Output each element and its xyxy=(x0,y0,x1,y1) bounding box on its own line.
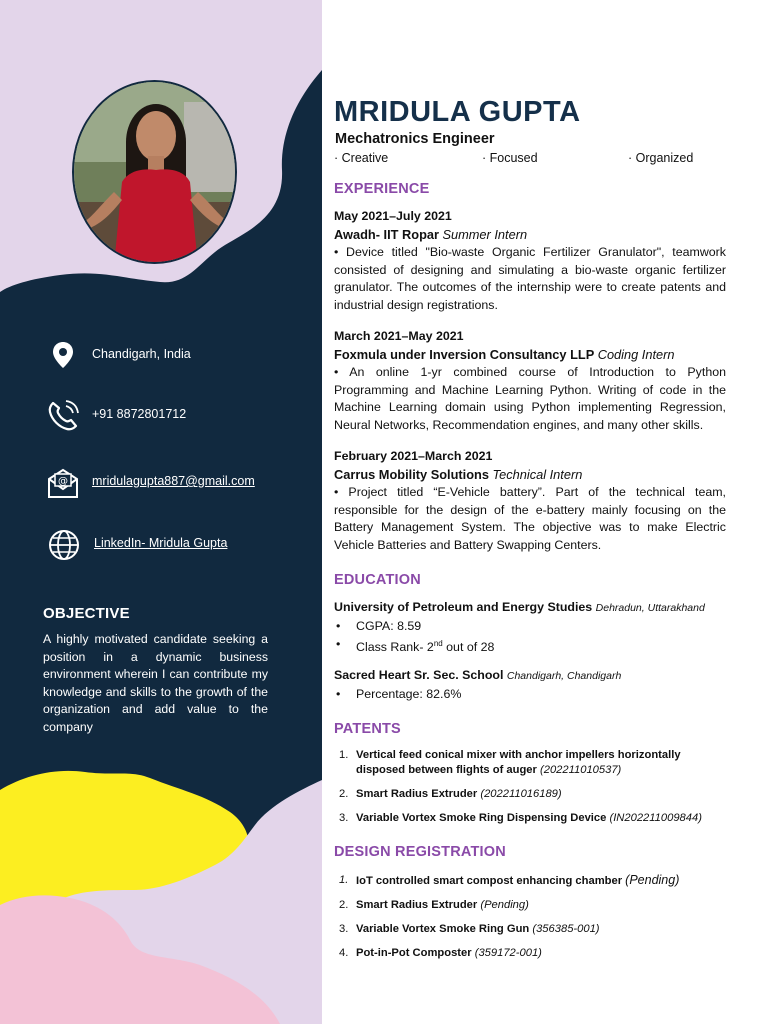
phone-icon xyxy=(44,397,82,435)
design-title: Smart Radius Extruder xyxy=(356,899,478,911)
design-title: IoT controlled smart compost enhancing chamber xyxy=(356,875,623,887)
experience-item xyxy=(334,328,726,435)
phone-text: +91 8872801712 xyxy=(92,407,187,421)
trait-1: · Creative xyxy=(334,151,389,165)
candidate-name: MRIDULA GUPTA xyxy=(334,96,581,128)
patent-number: 2. xyxy=(339,788,349,800)
experience-role: Coding Intern xyxy=(597,346,675,362)
objective-title: OBJECTIVE xyxy=(43,605,130,622)
design-title: Variable Vortex Smoke Ring Gun xyxy=(356,923,530,935)
patents-list xyxy=(334,748,726,835)
patent-title: Smart Radius Extruder xyxy=(356,788,478,800)
design-number: 1. xyxy=(339,874,349,886)
patent-item xyxy=(334,748,726,778)
experience-org: Awadh- IIT Ropar xyxy=(334,226,439,242)
contact-phone xyxy=(0,397,322,437)
trait-3: · Organized xyxy=(628,151,694,165)
candidate-title: Mechatronics Engineer xyxy=(335,131,495,147)
globe-icon xyxy=(45,526,83,564)
experience-heading: EXPERIENCE xyxy=(334,181,430,197)
school-name: Sacred Heart Sr. Sec. School xyxy=(334,668,504,682)
location-text: Chandigarh, India xyxy=(92,347,191,361)
design-title: Pot-in-Pot Composter xyxy=(356,947,472,959)
rank-sup: nd xyxy=(433,639,443,648)
design-registration-heading: DESIGN REGISTRATION xyxy=(334,844,506,860)
rank-suffix: out of 28 xyxy=(442,640,495,655)
sidebar xyxy=(0,0,322,1024)
patent-number: 1. xyxy=(339,749,349,761)
design-code: (Pending) xyxy=(625,873,680,887)
patent-item xyxy=(334,811,726,826)
experience-dates: February 2021–March 2021 xyxy=(334,449,493,463)
profile-photo xyxy=(72,80,237,264)
experience-role: Summer Intern xyxy=(442,226,528,242)
education-point xyxy=(334,635,726,656)
education-heading: EDUCATION xyxy=(334,572,421,588)
design-code: (356385-001) xyxy=(532,923,600,935)
patent-code: (202211010537) xyxy=(540,764,622,776)
patent-title: Vertical feed conical mixer with anchor impellers horizontally disposed between flights of auger xyxy=(356,749,681,776)
trait-2: · Focused xyxy=(482,151,538,165)
experience-org: Carrus Mobility Solutions xyxy=(334,466,489,482)
design-code: (Pending) xyxy=(480,899,529,911)
school-location: Chandigarh, Chandigarh xyxy=(506,670,622,682)
patent-code: (202211016189) xyxy=(480,788,562,800)
education-item xyxy=(334,666,726,703)
patents-heading: PATENTS xyxy=(334,721,401,737)
experience-desc: • Project titled “E-Vehicle battery”. Part of the technical team, responsible for the design of the e-battery mainly focusing on the Battery Management System. The objective was to make Electric Vehicle Batteries and Battery Swapping Centers. xyxy=(334,485,726,552)
experience-org: Foxmula under Inversion Consultancy LLP xyxy=(334,346,595,362)
design-number: 3. xyxy=(339,923,349,935)
school-location: Dehradun, Uttarakhand xyxy=(595,602,705,614)
contact-email[interactable] xyxy=(0,464,322,504)
linkedin-link[interactable]: LinkedIn- Mridula Gupta xyxy=(94,536,228,550)
education-point: • Percentage: 82.6% xyxy=(334,685,726,703)
experience-dates: March 2021–May 2021 xyxy=(334,329,464,343)
objective-text: A highly motivated candidate seeking a position in a dynamic business environment wherein I can contribute my knowledge and skills to the growth of the organization and add value to the company xyxy=(43,632,268,734)
education-item xyxy=(334,598,726,656)
design-item xyxy=(334,898,726,913)
patent-code: (IN202211009844) xyxy=(609,812,702,824)
location-pin-icon xyxy=(44,337,82,375)
patent-number: 3. xyxy=(339,812,349,824)
experience-role: Technical Intern xyxy=(492,466,583,482)
rank-prefix: Class Rank- 2 xyxy=(356,640,434,655)
design-item xyxy=(334,946,726,961)
email-icon xyxy=(44,464,82,502)
email-link[interactable]: mridulagupta887@gmail.com xyxy=(92,474,255,488)
design-number: 2. xyxy=(339,899,349,911)
design-item xyxy=(334,922,726,937)
svg-text:@: @ xyxy=(58,476,68,487)
patent-title: Variable Vortex Smoke Ring Dispensing Device xyxy=(356,812,607,824)
design-code: (359172-001) xyxy=(474,947,542,959)
design-list xyxy=(334,873,726,970)
experience-item xyxy=(334,448,726,555)
school-name: University of Petroleum and Energy Studies xyxy=(334,600,593,614)
design-number: 4. xyxy=(339,947,349,959)
experience-desc: • Device titled "Bio-waste Organic Fertilizer Granulator", teamwork consisted of designing and simulating a bio-waste organic fertilizer granulator. The outcomes of the internship were to create patents and industrial design registrations. xyxy=(334,245,726,312)
contact-linkedin[interactable] xyxy=(0,526,322,566)
experience-dates: May 2021–July 2021 xyxy=(334,209,452,223)
experience-item xyxy=(334,208,726,315)
experience-desc: • An online 1-yr combined course of Introduction to Python Programming and Machine Learning Python. Writing of code in the Machine Learning domain using Python implementing Regression, Neural Networks, Recommendation engines, and many other skills. xyxy=(334,365,726,432)
contact-location xyxy=(0,337,322,377)
education-point: • CGPA: 8.59 xyxy=(334,617,726,635)
design-item xyxy=(334,873,726,889)
patent-item xyxy=(334,787,726,802)
